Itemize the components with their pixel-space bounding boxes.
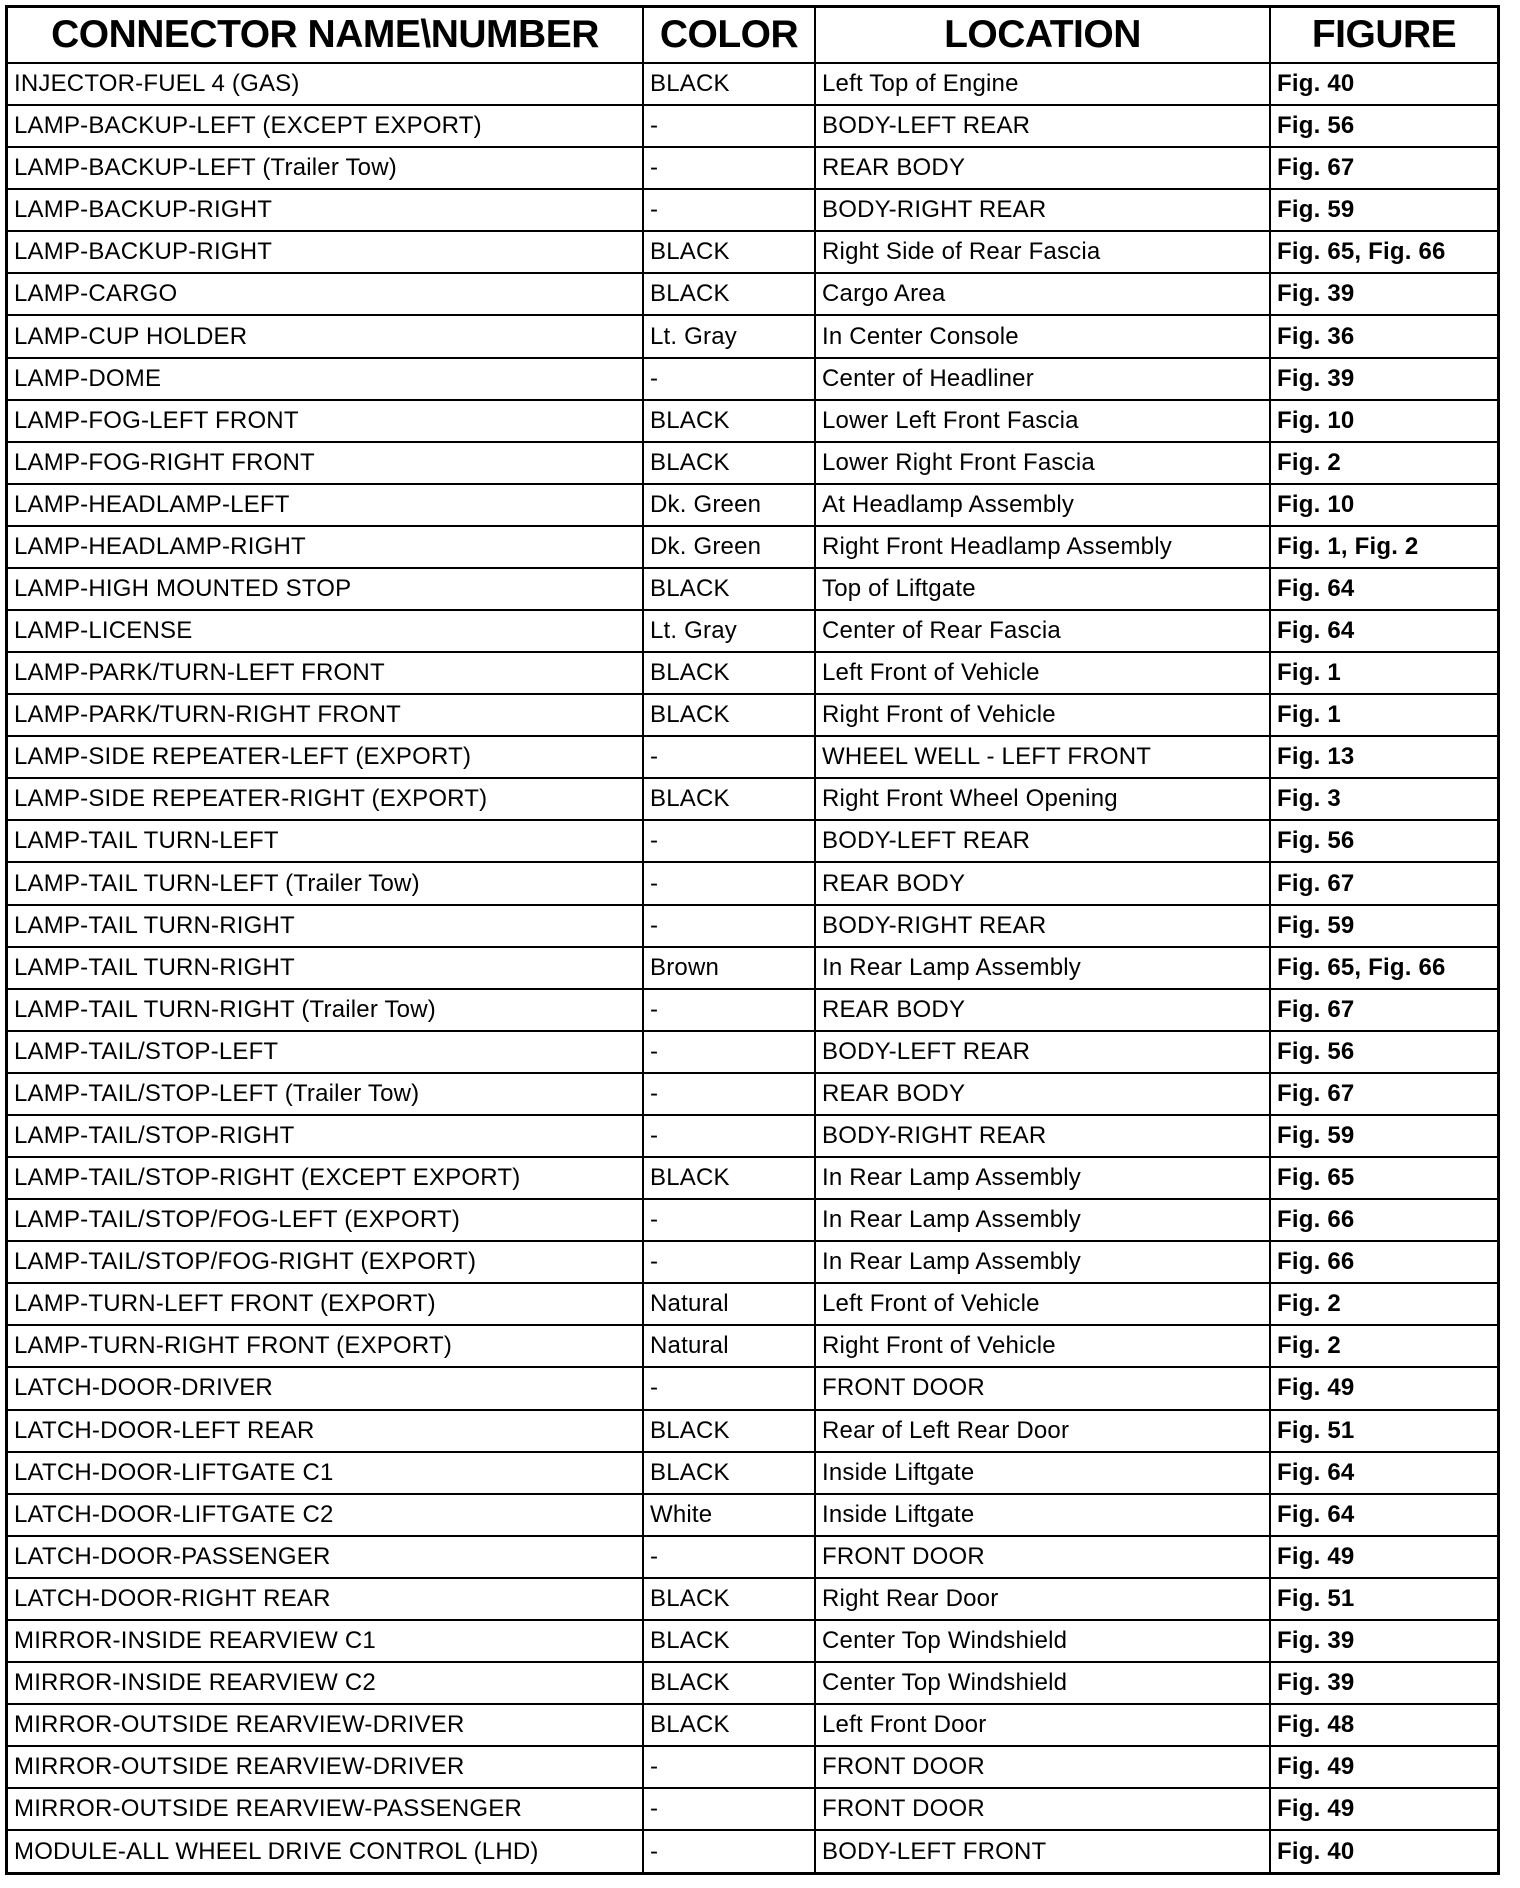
cell-color: - — [643, 989, 815, 1031]
cell-figure: Fig. 1 — [1270, 694, 1497, 736]
cell-color: - — [643, 736, 815, 778]
cell-location: Left Front of Vehicle — [815, 1283, 1270, 1325]
table-row — [8, 1031, 1497, 1073]
cell-figure: Fig. 66 — [1270, 1199, 1497, 1241]
table-row — [8, 526, 1497, 568]
cell-connector-name: MODULE-ALL WHEEL DRIVE CONTROL (LHD) — [8, 1830, 643, 1872]
cell-figure: Fig. 66 — [1270, 1241, 1497, 1283]
cell-location: Top of Liftgate — [815, 568, 1270, 610]
cell-location: BODY-LEFT REAR — [815, 105, 1270, 147]
table-row — [8, 1367, 1497, 1409]
cell-connector-name: LAMP-PARK/TURN-LEFT FRONT — [8, 652, 643, 694]
table-row — [8, 442, 1497, 484]
cell-connector-name: MIRROR-INSIDE REARVIEW C2 — [8, 1662, 643, 1704]
table-row — [8, 820, 1497, 862]
table-row — [8, 63, 1497, 105]
cell-location: Lower Right Front Fascia — [815, 442, 1270, 484]
cell-location: Right Front Wheel Opening — [815, 778, 1270, 820]
cell-figure: Fig. 2 — [1270, 1325, 1497, 1367]
cell-connector-name: LAMP-PARK/TURN-RIGHT FRONT — [8, 694, 643, 736]
cell-color: BLACK — [643, 231, 815, 273]
cell-figure: Fig. 49 — [1270, 1536, 1497, 1578]
cell-color: Brown — [643, 947, 815, 989]
table-row — [8, 1199, 1497, 1241]
table-row — [8, 694, 1497, 736]
cell-figure: Fig. 13 — [1270, 736, 1497, 778]
cell-color: BLACK — [643, 1578, 815, 1620]
cell-location: Right Front Headlamp Assembly — [815, 526, 1270, 568]
cell-figure: Fig. 51 — [1270, 1410, 1497, 1452]
cell-color: - — [643, 905, 815, 947]
cell-location: Center of Rear Fascia — [815, 610, 1270, 652]
cell-connector-name: LAMP-TAIL TURN-RIGHT — [8, 905, 643, 947]
cell-location: BODY-LEFT REAR — [815, 820, 1270, 862]
cell-figure: Fig. 56 — [1270, 1031, 1497, 1073]
cell-figure: Fig. 59 — [1270, 189, 1497, 231]
cell-connector-name: LAMP-BACKUP-RIGHT — [8, 231, 643, 273]
table-row — [8, 1452, 1497, 1494]
cell-color: - — [643, 105, 815, 147]
cell-color: - — [643, 358, 815, 400]
cell-color: BLACK — [643, 652, 815, 694]
table-row — [8, 105, 1497, 147]
cell-connector-name: LAMP-HEADLAMP-LEFT — [8, 484, 643, 526]
cell-figure: Fig. 56 — [1270, 820, 1497, 862]
table-row — [8, 989, 1497, 1031]
cell-location: Left Front Door — [815, 1704, 1270, 1746]
cell-connector-name: LAMP-TAIL TURN-LEFT (Trailer Tow) — [8, 862, 643, 904]
cell-connector-name: LAMP-TAIL/STOP-LEFT (Trailer Tow) — [8, 1073, 643, 1115]
cell-connector-name: MIRROR-OUTSIDE REARVIEW-DRIVER — [8, 1746, 643, 1788]
table-row — [8, 231, 1497, 273]
cell-figure: Fig. 59 — [1270, 905, 1497, 947]
cell-color: BLACK — [643, 442, 815, 484]
cell-figure: Fig. 1 — [1270, 652, 1497, 694]
cell-color: BLACK — [643, 1410, 815, 1452]
cell-figure: Fig. 3 — [1270, 778, 1497, 820]
cell-location: In Rear Lamp Assembly — [815, 1241, 1270, 1283]
cell-connector-name: LAMP-CUP HOLDER — [8, 315, 643, 357]
cell-color: Lt. Gray — [643, 315, 815, 357]
cell-color: Lt. Gray — [643, 610, 815, 652]
cell-color: BLACK — [643, 1704, 815, 1746]
cell-connector-name: LAMP-TAIL TURN-LEFT — [8, 820, 643, 862]
cell-color: Natural — [643, 1325, 815, 1367]
table-row — [8, 610, 1497, 652]
table-row — [8, 1115, 1497, 1157]
cell-connector-name: INJECTOR-FUEL 4 (GAS) — [8, 63, 643, 105]
table-row — [8, 1662, 1497, 1704]
cell-location: Inside Liftgate — [815, 1452, 1270, 1494]
table-row — [8, 358, 1497, 400]
cell-connector-name: LAMP-TAIL/STOP/FOG-RIGHT (EXPORT) — [8, 1241, 643, 1283]
cell-location: At Headlamp Assembly — [815, 484, 1270, 526]
cell-color: - — [643, 147, 815, 189]
cell-figure: Fig. 39 — [1270, 358, 1497, 400]
header-figure: FIGURE — [1270, 8, 1497, 63]
cell-location: In Rear Lamp Assembly — [815, 1157, 1270, 1199]
table-row — [8, 1073, 1497, 1115]
cell-figure: Fig. 1, Fig. 2 — [1270, 526, 1497, 568]
cell-figure: Fig. 39 — [1270, 1662, 1497, 1704]
cell-color: Natural — [643, 1283, 815, 1325]
cell-connector-name: LAMP-HIGH MOUNTED STOP — [8, 568, 643, 610]
cell-color: BLACK — [643, 63, 815, 105]
cell-color: BLACK — [643, 694, 815, 736]
table-row — [8, 1578, 1497, 1620]
cell-connector-name: LATCH-DOOR-LEFT REAR — [8, 1410, 643, 1452]
cell-connector-name: LAMP-TAIL/STOP-LEFT — [8, 1031, 643, 1073]
cell-figure: Fig. 40 — [1270, 63, 1497, 105]
cell-figure: Fig. 36 — [1270, 315, 1497, 357]
cell-connector-name: MIRROR-OUTSIDE REARVIEW-PASSENGER — [8, 1788, 643, 1830]
cell-color: Dk. Green — [643, 526, 815, 568]
cell-location: BODY-RIGHT REAR — [815, 189, 1270, 231]
cell-connector-name: MIRROR-OUTSIDE REARVIEW-DRIVER — [8, 1704, 643, 1746]
cell-connector-name: LAMP-TURN-RIGHT FRONT (EXPORT) — [8, 1325, 643, 1367]
cell-location: Cargo Area — [815, 273, 1270, 315]
cell-color: - — [643, 1199, 815, 1241]
cell-connector-name: LAMP-TAIL TURN-RIGHT (Trailer Tow) — [8, 989, 643, 1031]
cell-figure: Fig. 2 — [1270, 442, 1497, 484]
cell-color: - — [643, 1115, 815, 1157]
cell-color: BLACK — [643, 1157, 815, 1199]
table-row — [8, 1788, 1497, 1830]
cell-location: Inside Liftgate — [815, 1494, 1270, 1536]
cell-location: BODY-RIGHT REAR — [815, 905, 1270, 947]
cell-location: Right Side of Rear Fascia — [815, 231, 1270, 273]
cell-location: In Rear Lamp Assembly — [815, 947, 1270, 989]
cell-location: REAR BODY — [815, 147, 1270, 189]
table-row — [8, 315, 1497, 357]
cell-color: BLACK — [643, 1452, 815, 1494]
table-row — [8, 905, 1497, 947]
cell-color: BLACK — [643, 1662, 815, 1704]
cell-color: - — [643, 1788, 815, 1830]
cell-figure: Fig. 67 — [1270, 147, 1497, 189]
cell-color: - — [643, 1367, 815, 1409]
cell-location: BODY-LEFT REAR — [815, 1031, 1270, 1073]
cell-figure: Fig. 51 — [1270, 1578, 1497, 1620]
cell-figure: Fig. 56 — [1270, 105, 1497, 147]
cell-location: REAR BODY — [815, 989, 1270, 1031]
cell-location: Left Top of Engine — [815, 63, 1270, 105]
cell-color: BLACK — [643, 1620, 815, 1662]
cell-color: - — [643, 1241, 815, 1283]
cell-location: BODY-RIGHT REAR — [815, 1115, 1270, 1157]
table-row — [8, 1494, 1497, 1536]
table-row — [8, 147, 1497, 189]
cell-connector-name: LATCH-DOOR-LIFTGATE C1 — [8, 1452, 643, 1494]
cell-location: FRONT DOOR — [815, 1788, 1270, 1830]
cell-color: BLACK — [643, 778, 815, 820]
table-row — [8, 1325, 1497, 1367]
cell-figure: Fig. 64 — [1270, 1452, 1497, 1494]
table-row — [8, 484, 1497, 526]
cell-location: Right Front of Vehicle — [815, 694, 1270, 736]
table-row — [8, 1704, 1497, 1746]
cell-connector-name: LAMP-TURN-LEFT FRONT (EXPORT) — [8, 1283, 643, 1325]
connector-table-sheet — [5, 5, 1500, 1875]
cell-location: In Center Console — [815, 315, 1270, 357]
cell-location: Left Front of Vehicle — [815, 652, 1270, 694]
cell-figure: Fig. 65, Fig. 66 — [1270, 231, 1497, 273]
cell-figure: Fig. 49 — [1270, 1788, 1497, 1830]
cell-figure: Fig. 40 — [1277, 1837, 1355, 1865]
cell-connector-name: LATCH-DOOR-LIFTGATE C2 — [8, 1494, 643, 1536]
table-row — [8, 1620, 1497, 1662]
cell-figure: Fig. 67 — [1270, 1073, 1497, 1115]
cell-connector-name: LAMP-HEADLAMP-RIGHT — [8, 526, 643, 568]
cell-location: Right Front of Vehicle — [815, 1325, 1270, 1367]
table-row — [8, 189, 1497, 231]
cell-figure: Fig. 39 — [1270, 1620, 1497, 1662]
cell-figure: Fig. 67 — [1270, 989, 1497, 1031]
cell-connector-name: LAMP-CARGO — [8, 273, 643, 315]
cell-figure: Fig. 10 — [1270, 484, 1497, 526]
cell-connector-name: LAMP-TAIL TURN-RIGHT — [8, 947, 643, 989]
cell-figure: Fig. 64 — [1270, 1494, 1497, 1536]
table-row — [8, 1830, 1497, 1872]
cell-location: Center Top Windshield — [815, 1662, 1270, 1704]
cell-figure: Fig. 10 — [1270, 400, 1497, 442]
table-row — [8, 862, 1497, 904]
cell-location: Lower Left Front Fascia — [815, 400, 1270, 442]
cell-color: - — [643, 1536, 815, 1578]
table-row — [8, 273, 1497, 315]
cell-color: - — [643, 820, 815, 862]
cell-figure: Fig. 67 — [1270, 862, 1497, 904]
cell-connector-name: LATCH-DOOR-PASSENGER — [8, 1536, 643, 1578]
cell-connector-name: MIRROR-INSIDE REARVIEW C1 — [8, 1620, 643, 1662]
cell-connector-name: LATCH-DOOR-RIGHT REAR — [8, 1578, 643, 1620]
header-location: LOCATION — [815, 8, 1270, 63]
cell-location: REAR BODY — [815, 1073, 1270, 1115]
cell-connector-name: LAMP-TAIL/STOP-RIGHT — [8, 1115, 643, 1157]
cell-location: Center of Headliner — [815, 358, 1270, 400]
cell-color: BLACK — [643, 400, 815, 442]
table-row — [8, 1241, 1497, 1283]
cell-color: - — [643, 1746, 815, 1788]
table-row — [8, 1746, 1497, 1788]
cell-connector-name: LAMP-BACKUP-LEFT (Trailer Tow) — [8, 147, 643, 189]
table-row — [8, 1410, 1497, 1452]
cell-location: Center Top Windshield — [815, 1620, 1270, 1662]
cell-figure: Fig. 64 — [1270, 568, 1497, 610]
cell-figure: Fig. 65, Fig. 66 — [1270, 947, 1497, 989]
cell-connector-name: LATCH-DOOR-DRIVER — [8, 1367, 643, 1409]
header-connector-name: CONNECTOR NAME\NUMBER — [8, 8, 643, 63]
cell-location: Right Rear Door — [815, 1578, 1270, 1620]
table-row — [8, 568, 1497, 610]
cell-location: In Rear Lamp Assembly — [815, 1199, 1270, 1241]
cell-figure: Fig. 2 — [1270, 1283, 1497, 1325]
cell-connector-name: LAMP-SIDE REPEATER-LEFT (EXPORT) — [8, 736, 643, 778]
table-row — [8, 1157, 1497, 1199]
cell-location: FRONT DOOR — [815, 1746, 1270, 1788]
cell-figure: Fig. 49 — [1270, 1367, 1497, 1409]
cell-connector-name: LAMP-FOG-LEFT FRONT — [8, 400, 643, 442]
cell-color: - — [643, 1830, 815, 1872]
cell-location: Rear of Left Rear Door — [815, 1410, 1270, 1452]
cell-connector-name: LAMP-DOME — [8, 358, 643, 400]
cell-connector-name: LAMP-LICENSE — [8, 610, 643, 652]
connector-table — [8, 8, 1497, 1872]
cell-figure: Fig. 39 — [1270, 273, 1497, 315]
cell-color: Dk. Green — [643, 484, 815, 526]
cell-connector-name: LAMP-BACKUP-RIGHT — [8, 189, 643, 231]
table-row — [8, 1283, 1497, 1325]
table-row — [8, 778, 1497, 820]
cell-location: WHEEL WELL - LEFT FRONT — [815, 736, 1270, 778]
cell-figure: Fig. 49 — [1270, 1746, 1497, 1788]
table-header-row — [8, 8, 1497, 63]
table-row — [8, 1536, 1497, 1578]
header-color: COLOR — [643, 8, 815, 63]
cell-location: REAR BODY — [815, 862, 1270, 904]
cell-color: - — [643, 862, 815, 904]
cell-color: - — [643, 189, 815, 231]
cell-location: BODY-LEFT FRONT — [815, 1830, 1270, 1872]
table-row — [8, 947, 1497, 989]
cell-connector-name: LAMP-FOG-RIGHT FRONT — [8, 442, 643, 484]
cell-color: BLACK — [643, 273, 815, 315]
cell-figure: Fig. 64 — [1270, 610, 1497, 652]
cell-color: BLACK — [643, 568, 815, 610]
cell-location: FRONT DOOR — [815, 1367, 1270, 1409]
cell-connector-name: LAMP-TAIL/STOP-RIGHT (EXCEPT EXPORT) — [8, 1157, 643, 1199]
cell-connector-name: LAMP-BACKUP-LEFT (EXCEPT EXPORT) — [8, 105, 643, 147]
table-row — [8, 400, 1497, 442]
cell-figure: Fig. 48 — [1270, 1704, 1497, 1746]
table-body — [8, 63, 1497, 1872]
cell-figure: Fig. 59 — [1270, 1115, 1497, 1157]
cell-color: - — [643, 1031, 815, 1073]
cell-color: - — [643, 1073, 815, 1115]
cell-connector-name: LAMP-TAIL/STOP/FOG-LEFT (EXPORT) — [8, 1199, 643, 1241]
table-row — [8, 736, 1497, 778]
cell-location: FRONT DOOR — [815, 1536, 1270, 1578]
table-row — [8, 652, 1497, 694]
cell-connector-name: LAMP-SIDE REPEATER-RIGHT (EXPORT) — [8, 778, 643, 820]
cell-figure: Fig. 65 — [1270, 1157, 1497, 1199]
cell-color: White — [643, 1494, 815, 1536]
